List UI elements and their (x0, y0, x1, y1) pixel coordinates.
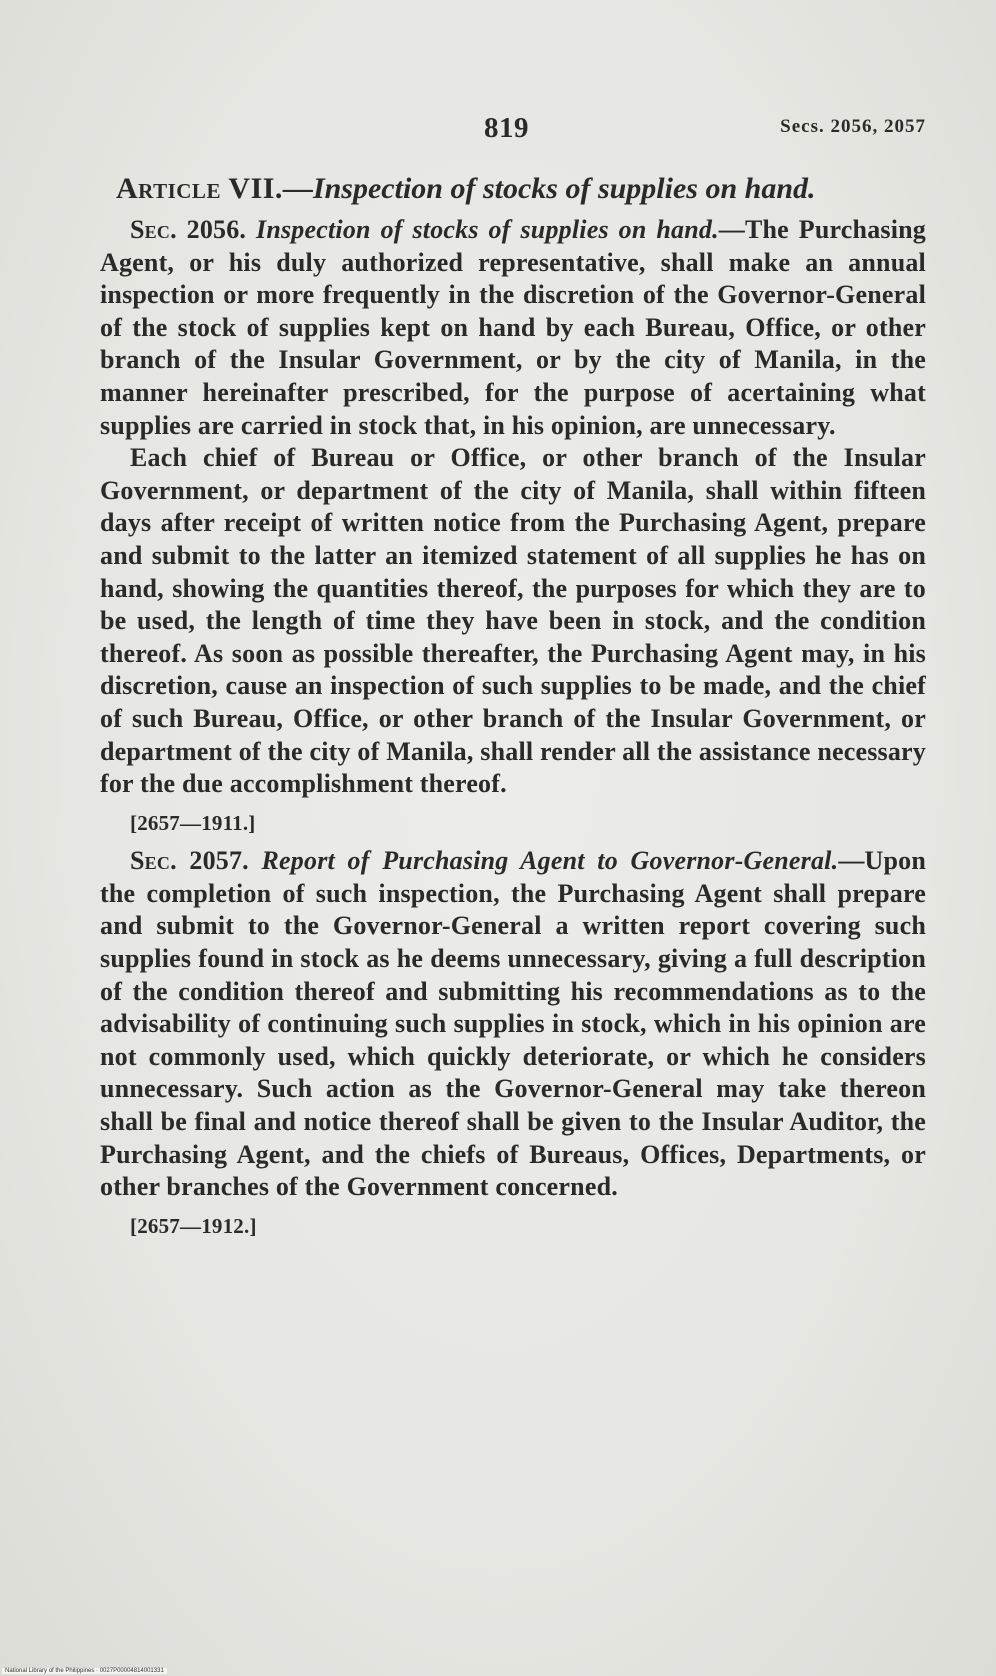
scan-footer-label: National Library of the Philippines · 0027P00004814001331 (2, 1668, 167, 1674)
page-number: 819 (484, 112, 529, 144)
section-2056-paragraph-2: Each chief of Bureau or Office, or other branch of the Insular Government, or department of the city of Manila, shall within fifteen days after receipt of written notice from the Purchasing Agent, prepare and submit to the latter an itemized statement of all supplies he has on hand, showing the quantities thereof, the purposes for which they are to be used, the length of time they have been in stock, and the condition thereof. As soon as possible thereafter, the Purchasing Agent may, in his discretion, cause an inspection of such supplies to be made, and the chief of such Bureau, Office, or other branch of the Insular Government, or department of the city of Manila, shall render all the assistance necessary for the due accomplishment thereof. (100, 443, 926, 799)
article-label: Article VII. (116, 172, 283, 205)
section-2056-label: Sec. 2056. (130, 215, 247, 244)
section-2057-label: Sec. 2057. (130, 846, 249, 876)
section-2056-title: Inspection of stocks of supplies on hand. (256, 215, 719, 244)
section-2057-title: Report of Purchasing Agent to Governor-General. (261, 846, 839, 876)
section-2056-text-1: —The Purchasing Agent, or his duly authorized representative, shall make an annual inspection or more frequently in the discretion of the Governor-General of the stock of supplies kept on hand by each Bureau, Office, or other branch of the Insular Government, or by the city of Manila, in the manner hereinafter prescribed, for the purpose of acertaining what supplies are carried in stock that, in his opinion, are unnecessary. (100, 215, 927, 440)
section-2056-paragraph-1 (100, 214, 926, 442)
section-2057-citation: [2657—1912.] (130, 1213, 257, 1238)
section-2056-citation: [2657—1911.] (130, 810, 256, 835)
body-text (100, 214, 926, 1248)
section-2057-text-1: —Upon the completion of such inspection, the Purchasing Agent shall prepare and submit to the Governor-General a written report covering such supplies found in stock as he deems unnecessary, giving a full description of the condition thereof and submitting his recommendations as to the advisability of continuing such supplies in stock, which in his opinion are not commonly used, which quickly deteriorate, or which he considers unnecessary. Such action as the Governor-General may take thereon shall be final and notice thereof shall be given to the Insular Auditor, the Purchasing Agent, and the chiefs of Bureaus, Offices, Departments, or other branches of the Government concerned. (100, 846, 927, 1202)
section-2057-paragraph-1 (100, 845, 926, 1204)
running-head: Secs. 2056, 2057 (780, 116, 926, 137)
article-heading (116, 172, 816, 206)
page-header (0, 112, 996, 152)
article-title: —Inspection of stocks of supplies on hand. (282, 172, 816, 205)
